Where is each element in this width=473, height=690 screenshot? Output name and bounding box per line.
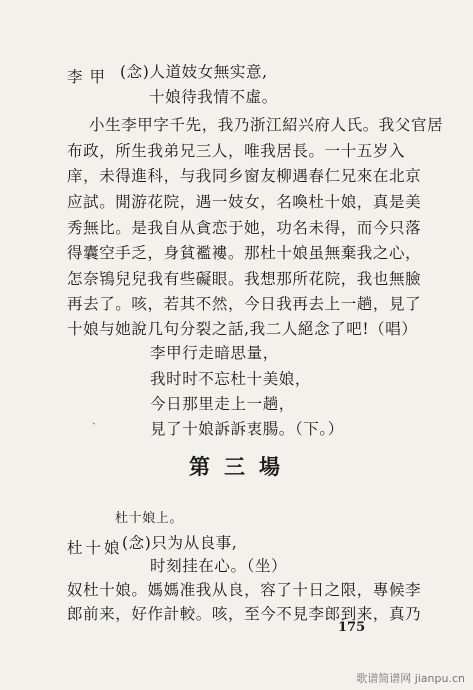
watermark: 歌谱简谱网 jianpu.cn	[356, 672, 465, 685]
text-line: 十娘与她說几句分裂之話,我二人絕念了吧!（唱）	[67, 320, 418, 338]
verse-line: 十娘待我情不虛。	[149, 88, 278, 106]
text-line: 秀無比。是我自从貪恋于她，功名未得，而今只落	[67, 219, 422, 237]
verse-line: (念)人道妓女無实意,	[120, 63, 268, 81]
text-line: 奴杜十娘。媽媽准我从良，容了十日之限，專候李	[67, 581, 422, 599]
verse-line: 今日那里走上一趟，	[150, 395, 295, 413]
verse-line: 时刻挂在心。（坐）	[150, 557, 288, 575]
verse-line: 李甲行走暗思量，	[150, 344, 279, 362]
speaker-li-jia: 李甲	[67, 68, 113, 86]
text-line: 布政，所生我弟兄三人，唯我居長。一十五岁入	[67, 142, 406, 160]
text-line: 庠，未得進科，与我同乡窗友柳遇春仁兄來在北京	[67, 167, 422, 185]
verse-line: (念)只为从良事,	[122, 534, 238, 552]
text-line: 得囊空手乏，身貧襤褸。那杜十娘虽無棄我之心，	[67, 244, 422, 262]
verse-line: 我时时不忘杜十美娘，	[150, 370, 312, 388]
text-line: 怎奈鴇兒兒我有些礙眼。我想那所花院，我也無臉	[67, 270, 422, 288]
page-number: 175	[338, 620, 366, 635]
stage-direction: 杜十娘上。	[115, 511, 184, 526]
text-line: 应試。閒游花院，遇一妓女，名喚杜十娘，真是美	[67, 193, 422, 211]
scene-title: 第三場	[189, 454, 294, 479]
text-line: 再去了。咳，若其不然，今日我再去上一趟，見了	[67, 295, 422, 313]
scan-mark: ˎ	[92, 411, 96, 425]
text-line: 郎前来，好作計較。咳，至今不見李郎到来，真乃	[67, 605, 422, 623]
speaker-du-shiniang: 杜十娘	[67, 539, 123, 557]
text-line: 小生李甲字千先，我乃浙江紹兴府人氏。我父官居	[89, 116, 444, 134]
verse-line: 見了十娘訴訴衷腸。（下。）	[150, 420, 344, 438]
